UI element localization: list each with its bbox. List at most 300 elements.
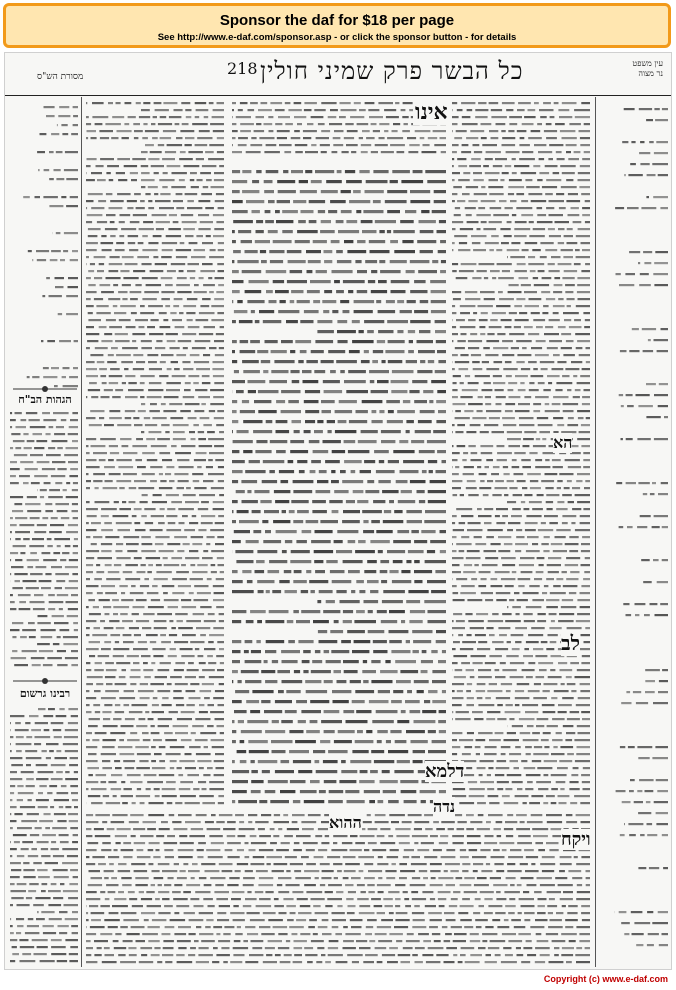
text-glyph-run <box>308 260 321 263</box>
text-glyph-run <box>337 170 342 173</box>
text-glyph-run <box>92 739 99 741</box>
text-glyph-run <box>431 380 446 383</box>
text-glyph-run <box>21 771 34 773</box>
text-glyph-run <box>549 340 562 342</box>
text-glyph-run <box>452 466 453 468</box>
text-glyph-run <box>31 729 41 731</box>
text-glyph-run <box>407 137 416 139</box>
text-glyph-run <box>197 592 211 594</box>
text-glyph-run <box>581 550 590 552</box>
text-glyph-run <box>503 947 511 949</box>
text-glyph-run <box>37 946 48 948</box>
text-glyph-run <box>637 746 652 748</box>
text-glyph-run <box>174 298 183 300</box>
text-glyph-run <box>243 370 260 373</box>
text-glyph-run <box>302 530 312 533</box>
text-glyph-run <box>369 940 375 942</box>
text-glyph-run <box>491 473 499 475</box>
text-glyph-run <box>199 277 204 279</box>
text-glyph-run <box>292 933 298 935</box>
sponsor-banner-subtitle[interactable]: See http://www.e-daf.com/sponsor.asp - or click the sponsor button - for details <box>157 32 517 43</box>
text-glyph-run <box>261 360 270 363</box>
text-glyph-run <box>556 193 564 195</box>
text-glyph-run <box>543 389 550 391</box>
text-glyph-run <box>378 877 382 879</box>
text-glyph-run <box>509 898 515 900</box>
text-glyph-run <box>522 487 527 489</box>
text-glyph-run <box>442 460 447 463</box>
text-glyph-run <box>26 897 32 899</box>
text-glyph-run <box>580 165 590 167</box>
text-glyph-run <box>405 905 411 907</box>
text-glyph-run <box>324 780 337 783</box>
text-glyph-run <box>371 123 377 125</box>
text-glyph-run <box>106 193 113 195</box>
text-glyph-run <box>537 494 544 496</box>
text-glyph-run <box>287 919 294 921</box>
text-glyph-run <box>628 823 643 825</box>
text-glyph-run <box>72 412 78 414</box>
text-glyph-run <box>502 564 515 566</box>
text-glyph-run <box>165 473 171 475</box>
text-glyph-run <box>36 764 48 766</box>
text-glyph-run <box>323 310 329 313</box>
text-glyph-run <box>275 500 289 503</box>
text-glyph-run <box>68 461 78 463</box>
text-glyph-run <box>16 918 24 920</box>
text-glyph-run <box>493 884 507 886</box>
text-glyph-run <box>240 410 255 413</box>
text-glyph-run <box>640 515 651 517</box>
text-glyph-run <box>64 904 79 906</box>
text-glyph-run <box>631 141 635 143</box>
text-glyph-run <box>525 711 538 713</box>
text-glyph-run <box>380 842 395 844</box>
text-glyph-run <box>558 884 573 886</box>
text-glyph-run <box>43 925 54 927</box>
text-glyph-run <box>581 711 590 713</box>
text-glyph-run <box>282 230 293 233</box>
text-glyph-run <box>507 863 515 865</box>
text-glyph-run <box>582 158 590 160</box>
text-glyph-run <box>569 940 576 942</box>
text-glyph-run <box>536 438 540 440</box>
text-glyph-run <box>478 305 493 307</box>
text-glyph-run <box>10 573 11 575</box>
text-glyph-run <box>199 947 209 949</box>
text-glyph-run <box>453 613 462 615</box>
text-glyph-run <box>476 753 480 755</box>
text-glyph-run <box>507 438 521 440</box>
text-glyph-run <box>12 650 17 652</box>
text-glyph-run <box>102 961 117 963</box>
text-glyph-run <box>557 424 564 426</box>
text-glyph-run <box>569 788 579 790</box>
text-glyph-run <box>541 522 546 524</box>
text-glyph-run <box>293 610 299 613</box>
text-glyph-run <box>360 470 371 473</box>
text-glyph-run <box>171 501 182 503</box>
text-glyph-run <box>86 550 99 552</box>
text-glyph-run <box>388 410 394 413</box>
text-glyph-run <box>166 781 176 783</box>
text-glyph-run <box>216 578 224 580</box>
text-glyph-run <box>161 424 169 426</box>
text-glyph-run <box>86 606 89 608</box>
text-glyph-run <box>274 490 291 493</box>
text-glyph-run <box>369 800 375 803</box>
text-glyph-run <box>477 410 483 412</box>
text-glyph-run <box>109 863 114 865</box>
text-glyph-run <box>207 536 215 538</box>
text-glyph-run <box>291 370 300 373</box>
text-glyph-run <box>409 144 419 146</box>
text-glyph-run <box>394 510 402 513</box>
text-glyph-run <box>105 954 115 956</box>
text-glyph-run <box>140 305 145 307</box>
text-glyph-run <box>582 403 590 405</box>
text-glyph-run <box>255 891 263 893</box>
text-glyph-run <box>481 592 493 594</box>
text-glyph-run <box>517 683 530 685</box>
text-glyph-run <box>412 912 424 914</box>
text-glyph-run <box>68 708 78 710</box>
text-glyph-run <box>412 954 418 956</box>
text-glyph-run <box>346 720 368 723</box>
text-glyph-run <box>508 291 522 293</box>
text-glyph-run <box>68 277 78 279</box>
text-glyph-run <box>110 221 115 223</box>
text-glyph-run <box>411 891 418 893</box>
text-glyph-run <box>19 524 34 526</box>
text-glyph-run <box>309 580 328 583</box>
text-glyph-run <box>92 102 104 104</box>
text-glyph-run <box>62 848 78 850</box>
text-glyph-run <box>10 447 13 449</box>
text-glyph-run <box>630 163 636 165</box>
text-glyph-run <box>307 961 313 963</box>
text-glyph-run <box>89 905 98 907</box>
text-glyph-run <box>183 228 195 230</box>
text-glyph-run <box>557 487 561 489</box>
text-glyph-run <box>366 730 372 733</box>
text-glyph-run <box>622 801 631 803</box>
text-glyph-run <box>657 350 668 352</box>
text-glyph-run <box>71 925 78 927</box>
text-glyph-run <box>214 340 224 342</box>
text-glyph-run <box>10 939 17 941</box>
text-glyph-run <box>219 683 224 685</box>
text-glyph-run <box>125 396 138 398</box>
text-glyph-run <box>552 368 564 370</box>
text-glyph-run <box>238 137 248 139</box>
text-glyph-run <box>452 835 464 837</box>
text-glyph-run <box>304 870 319 872</box>
text-glyph-run <box>275 954 281 956</box>
text-glyph-run <box>387 210 400 213</box>
text-glyph-run <box>193 424 199 426</box>
text-glyph-run <box>35 722 48 724</box>
text-glyph-run <box>180 870 186 872</box>
text-glyph-run <box>113 795 117 797</box>
text-glyph-run <box>496 599 507 601</box>
text-glyph-run <box>151 884 155 886</box>
text-glyph-run <box>208 704 215 706</box>
text-glyph-run <box>569 550 578 552</box>
text-glyph-run <box>381 151 394 153</box>
text-glyph-run <box>452 291 461 293</box>
text-glyph-run <box>96 165 104 167</box>
text-glyph-run <box>495 480 504 482</box>
text-glyph-run <box>147 354 158 356</box>
text-glyph-run <box>329 790 344 793</box>
text-glyph-run <box>219 863 233 865</box>
text-glyph-run <box>113 655 124 657</box>
text-glyph-run <box>164 599 179 601</box>
text-glyph-run <box>270 102 282 104</box>
text-glyph-run <box>541 368 548 370</box>
text-glyph-run <box>215 354 224 356</box>
copyright-notice[interactable]: Copyright (c) www.e-daf.com <box>543 974 668 984</box>
text-glyph-run <box>246 620 254 623</box>
text-glyph-run <box>446 884 455 886</box>
text-glyph-run <box>332 912 345 914</box>
text-glyph-run <box>250 835 257 837</box>
text-glyph-run <box>418 933 429 935</box>
text-glyph-run <box>337 870 342 872</box>
text-glyph-run <box>529 452 537 454</box>
text-glyph-run <box>485 835 494 837</box>
text-glyph-run <box>86 459 97 461</box>
text-glyph-run <box>278 310 299 313</box>
text-glyph-run <box>40 489 47 491</box>
text-glyph-run <box>141 186 145 188</box>
text-glyph-run <box>188 263 200 265</box>
text-glyph-run <box>72 932 78 934</box>
sponsor-banner-title[interactable]: Sponsor the daf for $18 per page <box>219 12 455 29</box>
text-glyph-run <box>132 158 146 160</box>
text-glyph-run <box>233 905 238 907</box>
text-glyph-run <box>26 785 35 787</box>
text-glyph-run <box>528 333 539 335</box>
text-glyph-run <box>639 108 652 110</box>
text-glyph-run <box>108 571 120 573</box>
text-glyph-run <box>553 585 561 587</box>
text-glyph-run <box>68 813 78 815</box>
text-glyph-run <box>47 657 62 659</box>
text-glyph-run <box>526 753 531 755</box>
text-glyph-run <box>109 270 119 272</box>
text-glyph-run <box>105 123 121 125</box>
text-glyph-run <box>359 947 371 949</box>
text-glyph-run <box>281 480 289 483</box>
text-glyph-run <box>178 585 191 587</box>
text-glyph-run <box>125 718 135 720</box>
text-glyph-run <box>442 650 446 653</box>
text-glyph-run <box>522 466 531 468</box>
text-glyph-run <box>294 116 306 118</box>
text-glyph-run <box>199 333 213 335</box>
text-glyph-run <box>53 855 64 857</box>
text-glyph-run <box>188 151 203 153</box>
text-glyph-run <box>52 827 67 829</box>
text-glyph-run <box>436 640 446 643</box>
text-glyph-run <box>453 186 462 188</box>
text-glyph-run <box>34 594 43 596</box>
text-glyph-run <box>130 291 142 293</box>
text-glyph-run <box>206 235 211 237</box>
text-glyph-run <box>232 700 242 703</box>
text-glyph-run <box>156 221 170 223</box>
text-glyph-run <box>584 487 590 489</box>
text-glyph-run <box>268 230 278 233</box>
text-glyph-run <box>86 746 97 748</box>
text-glyph-run <box>492 277 496 279</box>
text-glyph-run <box>86 529 97 531</box>
text-glyph-run <box>487 774 491 776</box>
text-glyph-run <box>549 898 555 900</box>
text-glyph-run <box>17 799 23 801</box>
text-glyph-run <box>406 640 410 643</box>
text-glyph-run <box>583 767 590 769</box>
text-glyph-run <box>37 151 45 153</box>
text-glyph-run <box>548 158 553 160</box>
text-glyph-run <box>517 599 528 601</box>
text-glyph-run <box>218 480 224 482</box>
text-glyph-run <box>86 102 87 104</box>
text-glyph-run <box>86 648 99 650</box>
text-glyph-run <box>344 137 354 139</box>
text-glyph-run <box>298 912 311 914</box>
text-glyph-run <box>522 669 535 671</box>
text-glyph-run <box>315 530 333 533</box>
text-glyph-run <box>504 919 509 921</box>
text-glyph-run <box>130 676 141 678</box>
text-glyph-run <box>581 774 590 776</box>
text-glyph-run <box>191 438 196 440</box>
text-glyph-run <box>66 531 78 533</box>
text-glyph-run <box>56 232 61 234</box>
text-glyph-run <box>505 788 512 790</box>
text-glyph-run <box>146 438 155 440</box>
text-glyph-run <box>200 634 206 636</box>
text-glyph-run <box>469 849 478 851</box>
text-glyph-run <box>467 109 473 111</box>
text-glyph-run <box>514 592 519 594</box>
text-glyph-run <box>88 884 102 886</box>
sponsor-banner[interactable] <box>3 3 671 48</box>
text-glyph-run <box>102 760 110 762</box>
text-glyph-run <box>251 842 266 844</box>
text-glyph-run <box>175 802 182 804</box>
text-glyph-run <box>65 771 69 773</box>
text-glyph-run <box>428 500 446 503</box>
text-glyph-run <box>152 417 166 419</box>
text-glyph-run <box>93 606 99 608</box>
text-glyph-run <box>547 508 553 510</box>
text-glyph-run <box>177 718 192 720</box>
text-glyph-run <box>442 926 448 928</box>
text-glyph-run <box>337 260 352 263</box>
text-glyph-run <box>288 400 299 403</box>
text-glyph-run <box>387 961 398 963</box>
text-glyph-run <box>161 298 170 300</box>
text-glyph-run <box>260 500 271 503</box>
text-glyph-run <box>364 320 384 323</box>
text-glyph-run <box>199 662 206 664</box>
text-glyph-run <box>70 259 78 261</box>
text-glyph-run <box>18 594 31 596</box>
text-glyph-run <box>495 676 506 678</box>
text-glyph-run <box>336 891 343 893</box>
text-glyph-run <box>563 403 579 405</box>
text-glyph-run <box>556 382 572 384</box>
text-glyph-run <box>364 790 380 793</box>
text-glyph-run <box>417 370 432 373</box>
text-glyph-run <box>130 298 138 300</box>
text-glyph-run <box>654 438 668 440</box>
text-glyph-run <box>452 620 454 622</box>
text-glyph-run <box>11 897 23 899</box>
text-glyph-run <box>145 711 149 713</box>
text-glyph-run <box>202 669 215 671</box>
text-glyph-run <box>35 897 50 899</box>
text-glyph-run <box>462 870 468 872</box>
text-glyph-run <box>536 571 544 573</box>
text-glyph-run <box>198 842 206 844</box>
text-glyph-run <box>348 905 356 907</box>
text-glyph-run <box>361 151 368 153</box>
text-glyph-run <box>143 613 154 615</box>
text-glyph-run <box>436 400 446 403</box>
text-glyph-run <box>403 400 410 403</box>
text-glyph-run <box>55 503 69 505</box>
text-glyph-run <box>261 814 271 816</box>
text-glyph-run <box>455 718 470 720</box>
text-glyph-run <box>109 473 121 475</box>
text-glyph-run <box>456 508 472 510</box>
text-glyph-run <box>571 690 576 692</box>
text-glyph-run <box>502 613 511 615</box>
text-glyph-run <box>42 552 51 554</box>
text-glyph-run <box>436 470 447 473</box>
text-glyph-run <box>634 922 650 924</box>
text-glyph-run <box>124 165 137 167</box>
text-glyph-run <box>333 137 341 139</box>
text-glyph-run <box>133 270 145 272</box>
text-glyph-run <box>466 186 478 188</box>
text-glyph-run <box>113 606 129 608</box>
text-glyph-run <box>313 750 325 753</box>
text-glyph-run <box>510 676 524 678</box>
text-glyph-run <box>115 835 127 837</box>
text-glyph-run <box>243 877 255 879</box>
text-glyph-run <box>253 856 265 858</box>
text-glyph-run <box>23 876 35 878</box>
text-glyph-run <box>265 790 276 793</box>
text-glyph-run <box>145 130 159 132</box>
text-glyph-run <box>467 221 479 223</box>
text-glyph-run <box>57 545 61 547</box>
text-glyph-run <box>202 683 214 685</box>
text-glyph-run <box>452 151 457 153</box>
text-glyph-run <box>91 445 106 447</box>
text-glyph-run <box>527 473 541 475</box>
text-glyph-run <box>565 919 578 921</box>
text-glyph-run <box>351 151 356 153</box>
text-glyph-run <box>446 947 457 949</box>
text-glyph-run <box>616 273 621 275</box>
